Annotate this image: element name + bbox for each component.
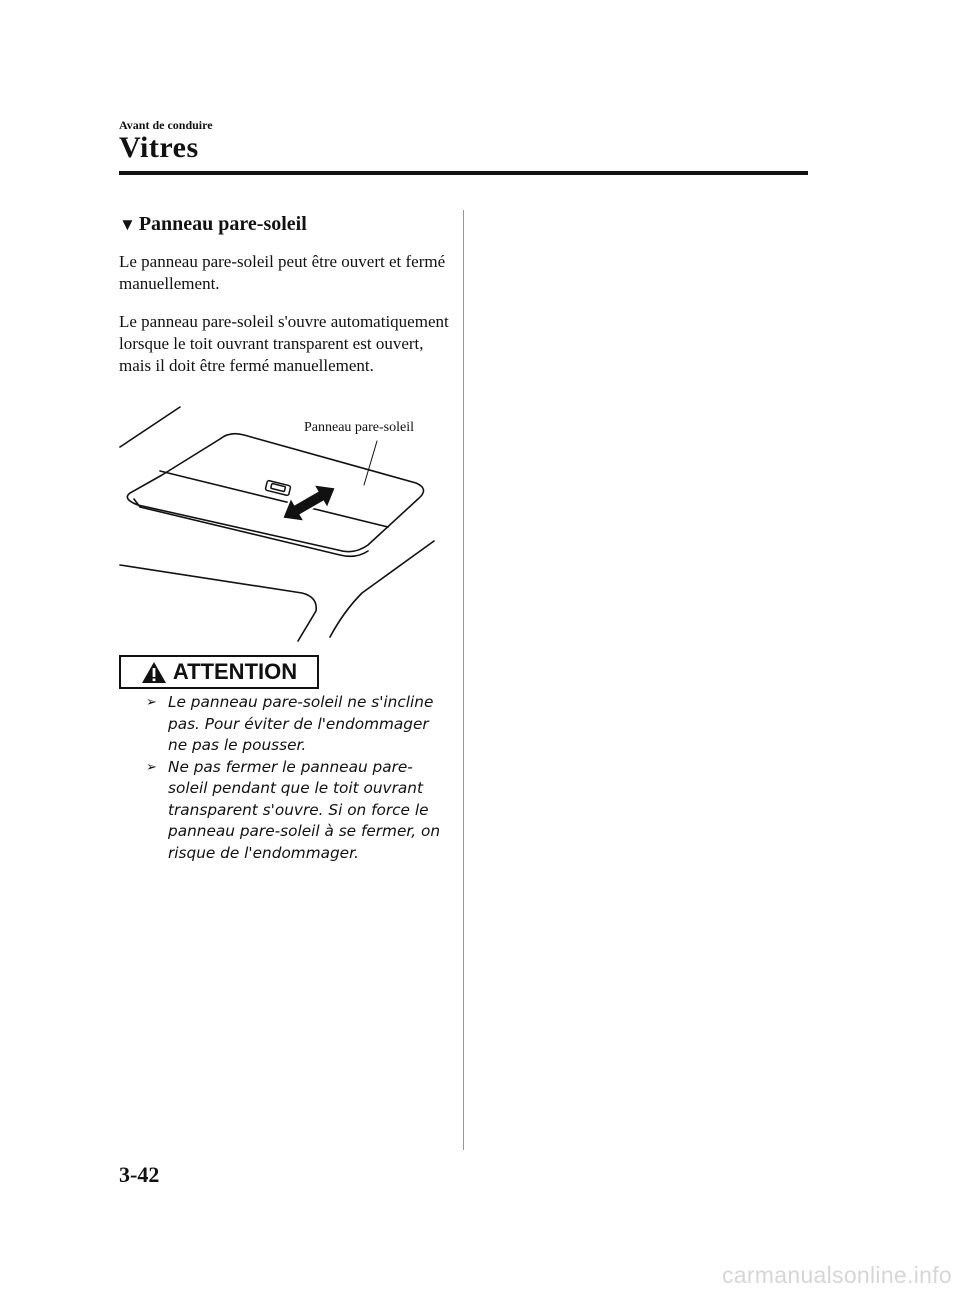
callout-leader xyxy=(364,441,377,485)
paragraph: Le panneau pare-soleil peut être ouvert et fermé manuellement. xyxy=(119,252,446,293)
sunshade-split-line xyxy=(160,471,388,527)
attention-item xyxy=(146,757,446,865)
attention-item-text: Le panneau pare-soleil ne s'incline pas. Pour éviter de l'endommager ne pas le pousser. xyxy=(168,693,434,754)
breadcrumb: Avant de conduire xyxy=(119,118,213,132)
sunshade-illustration xyxy=(112,405,442,645)
attention-list xyxy=(146,692,446,864)
attention-label: ATTENTION xyxy=(172,659,298,684)
paragraph: Le panneau pare-soleil s'ouvre automatiquement lorsque le toit ouvrant transparent est ouvert, mais il doit être fermé manuellement. xyxy=(119,312,449,375)
section-heading xyxy=(119,213,307,236)
attention-item-text: Ne pas fermer le panneau pare-soleil pendant que le toit ouvrant transparent s'ouvre. Si on force le panneau pare-soleil à se fermer, on risque de l'endommager. xyxy=(168,757,441,862)
slide-direction-arrow xyxy=(275,475,343,530)
title-rule xyxy=(119,171,808,175)
down-triangle-icon: ▼ xyxy=(119,214,136,234)
sunshade-handle xyxy=(265,480,291,496)
watermark: carmanualsonline.info xyxy=(721,1262,952,1288)
headliner-curve xyxy=(120,565,316,641)
arrowhead-bullet-icon: ➢ xyxy=(146,695,157,710)
page-number: 3-42 xyxy=(119,1162,160,1187)
warning-triangle-icon xyxy=(141,661,167,684)
attention-item xyxy=(146,692,446,757)
sunroof-frame-inner xyxy=(134,499,368,556)
attention-banner xyxy=(119,655,319,689)
page-title: Vitres xyxy=(119,131,199,164)
roof-edge-line xyxy=(120,407,180,447)
callout-label: Panneau pare-soleil xyxy=(304,420,415,435)
arrowhead-bullet-icon: ➢ xyxy=(146,759,157,775)
column-divider xyxy=(463,210,464,1150)
section-heading-text: Panneau pare-soleil xyxy=(138,213,307,235)
